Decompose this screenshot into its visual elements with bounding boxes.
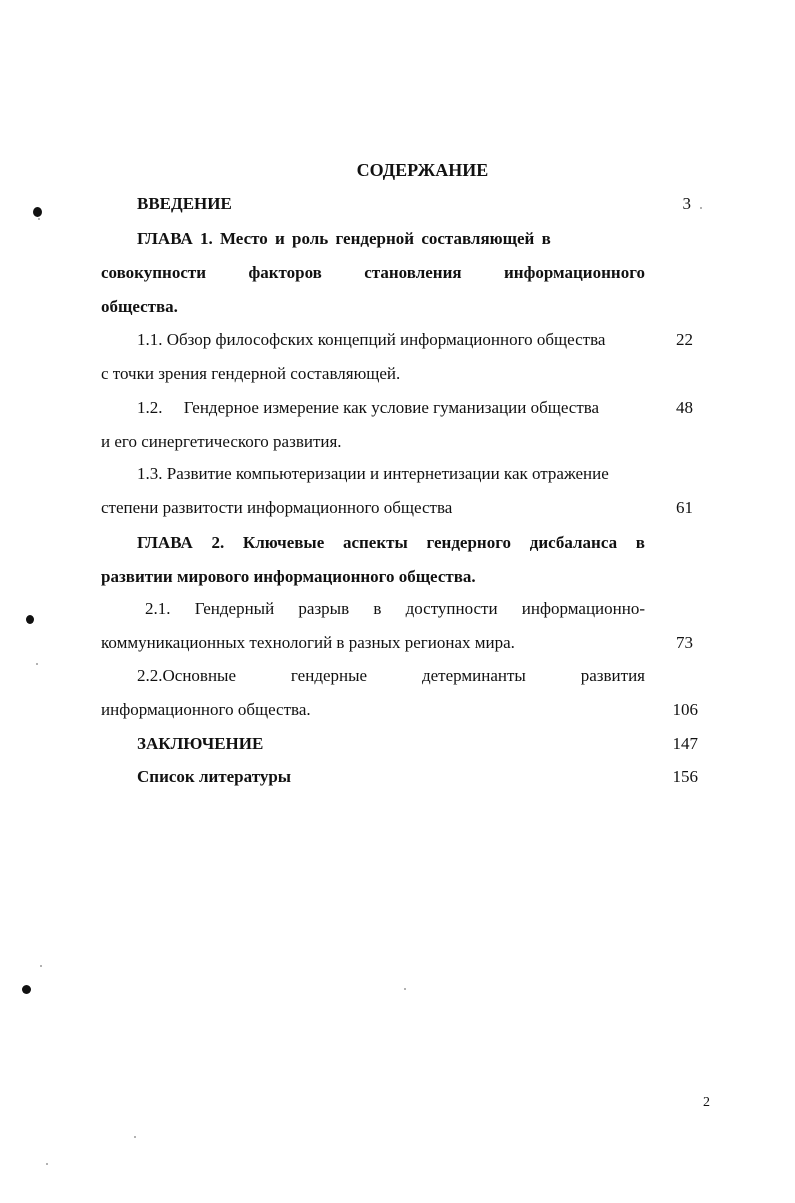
scan-speck [36,663,38,665]
scan-speck [134,1136,136,1138]
toc-s21-page: 73 [676,633,693,652]
toc-s12-page: 48 [676,398,693,417]
toc-s13-line1: 1.3. Развитие компьютеризации и интернетизации как отражение [137,464,609,483]
toc-conclusion-page: 147 [672,734,698,753]
toc-chapter1-line3: общества. [101,297,178,316]
toc-bibliography-page: 156 [672,767,698,786]
toc-bibliography-label: Список литературы [137,767,292,786]
toc-s11-line2: с точки зрения гендерной составляющей. [101,364,401,383]
binder-hole-mark [33,207,42,217]
toc-intro-label: ВВЕДЕНИЕ [137,194,232,213]
toc-s22-line2: информационного общества. [101,700,311,719]
toc-s11-page: 22 [676,330,693,349]
toc-chapter2-line2: развитии мирового информационного общества. [101,567,476,586]
toc-s13-page: 61 [676,498,693,517]
toc-conclusion-label: ЗАКЛЮЧЕНИЕ [137,734,264,753]
toc-s13-line2: степени развитости информационного общества [101,498,453,517]
toc-s22-page: 106 [672,700,698,719]
scan-speck [700,207,702,209]
scan-speck [404,988,406,990]
page-title: СОДЕРЖАНИЕ [356,160,489,180]
toc-s11-line1: 1.1. Обзор философских концепций информационного общества [137,330,606,349]
toc-s22-line1: 2.2.Основные гендерные детерминанты развития [137,666,645,685]
scan-speck [38,218,40,220]
toc-s21-line1: 2.1. Гендерный разрыв в доступности информационно- [145,599,645,618]
toc-intro-page: 3 [682,194,691,213]
scan-speck [40,965,42,967]
scan-speck [46,1163,48,1165]
toc-s21-line2: коммуникационных технологий в разных регионах мира. [101,633,515,652]
binder-hole-mark [22,985,31,994]
binder-hole-mark [26,615,34,624]
toc-chapter1-line1: ГЛАВА 1. Место и роль гендерной составляющей в [137,229,551,248]
toc-chapter2-line1: ГЛАВА 2. Ключевые аспекты гендерного дисбаланса в [137,533,645,552]
toc-s12-line1: 1.2. Гендерное измерение как условие гуманизации общества [137,398,600,417]
toc-chapter1-line2: совокупности факторов становления информационного [101,263,645,282]
toc-s12-line2: и его синергетического развития. [101,432,342,451]
page-number: 2 [703,1095,710,1110]
